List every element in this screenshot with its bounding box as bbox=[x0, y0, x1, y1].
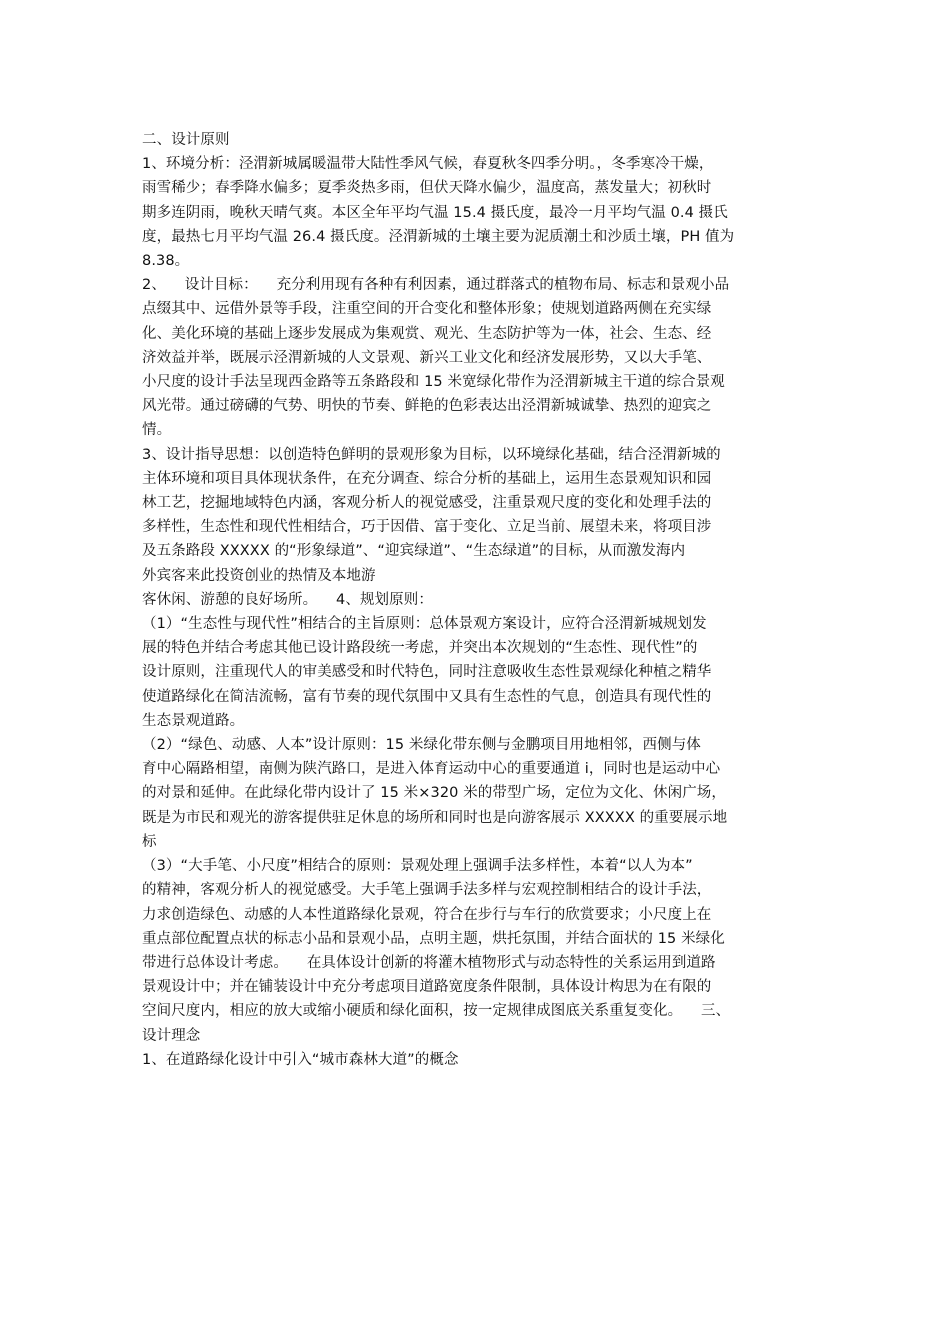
text-line: 多样性，生态性和现代性相结合，巧于因借、富于变化、立足当前、展望未来，将项目涉 bbox=[142, 519, 712, 536]
document-body bbox=[142, 128, 826, 1072]
text-line: 的对景和延伸。在此绿化带内设计了 15 米×320 米的带型广场，定位为文化、休闲广场， bbox=[142, 785, 726, 802]
paragraph bbox=[142, 128, 826, 1072]
text-line: 雨雪稀少；春季降水偏多；夏季炎热多雨，但伏天降水偏少，温度高，蒸发量大；初秋时 bbox=[142, 180, 712, 197]
text-line: 景观设计中；并在铺装设计中充分考虑项目道路宽度条件限制，具体设计构思为在有限的 bbox=[142, 979, 712, 996]
text-line: 的精神，客观分析人的视觉感受。大手笔上强调手法多样与宏观控制相结合的设计手法， bbox=[142, 882, 712, 899]
text-line: 设计原则，注重现代人的审美感受和时代特色，同时注意吸收生态性景观绿化种植之精华 bbox=[142, 664, 712, 681]
text-line: 2、 设计目标： 充分利用现有各种有利因素，通过群落式的植物布局、标志和景观小品 bbox=[142, 277, 730, 294]
text-line: 育中心隔路相望，南侧为陕汽路口，是进入体育运动中心的重要通道 i，同时也是运动中心 bbox=[142, 761, 721, 778]
text-line: 风光带。通过磅礴的气势、明快的节奏、鲜艳的色彩表达出泾渭新城诚挚、热烈的迎宾之 bbox=[142, 398, 712, 415]
text-line: 小尺度的设计手法呈现西金路等五条路段和 15 米宽绿化带作为泾渭新城主干道的综合景观 bbox=[142, 374, 725, 391]
text-line: 生态景观道路。 bbox=[142, 712, 245, 729]
text-line: 林工艺，挖掘地域特色内涵，客观分析人的视觉感受，注重景观尺度的变化和处理手法的 bbox=[142, 495, 712, 512]
text-line: （1）“生态性与现代性”相结合的主旨原则：总体景观方案设计，应符合泾渭新城规划发 bbox=[142, 616, 707, 633]
text-line: 空间尺度内，相应的放大或缩小硬质和绿化面积，按一定规律成图底关系重复变化。 三、 bbox=[142, 1003, 731, 1020]
text-line: 点缀其中、远借外景等手段，注重空间的开合变化和整体形象；使规划道路两侧在充实绿 bbox=[142, 301, 712, 318]
text-line: 期多连阴雨，晚秋天晴气爽。本区全年平均气温 15.4 摄氏度，最冷一月平均气温 0.4 摄氏 bbox=[142, 204, 728, 221]
text-line: 标 bbox=[142, 833, 157, 850]
text-line: 8.38。 bbox=[142, 253, 190, 270]
text-line: 客休闲、游憩的良好场所。 4、规划原则： bbox=[142, 591, 433, 608]
text-line: 既是为市民和观光的游客提供驻足休息的场所和同时也是向游客展示 XXXXX 的重要展示地 bbox=[142, 809, 728, 826]
text-line: 度，最热七月平均气温 26.4 摄氏度。泾渭新城的土壤主要为泥质潮土和沙质土壤，PH 值为 bbox=[142, 228, 735, 245]
section-heading: 二、设计原则 bbox=[142, 132, 230, 148]
text-line: 带进行总体设计考虑。 在具体设计创新的将灌木植物形式与动态特性的关系运用到道路 bbox=[142, 954, 716, 971]
text-line: 展的特色并结合考虑其他已设计路段统一考虑，并突出本次规划的“生态性、现代性”的 bbox=[142, 640, 698, 657]
text-line: 主体环境和项目具体现状条件，在充分调查、综合分析的基础上，运用生态景观知识和园 bbox=[142, 470, 712, 487]
text-line: 化、美化环境的基础上逐步发展成为集观赏、观光、生态防护等为一体，社会、生态、经 bbox=[142, 325, 712, 342]
text-line: 力求创造绿色、动感的人本性道路绿化景观，符合在步行与车行的欣赏要求；小尺度上在 bbox=[142, 906, 712, 923]
text-line: 1、在道路绿化设计中引入“城市森林大道”的概念 bbox=[142, 1051, 459, 1068]
text-line: （2）“绿色、动感、人本”设计原则：15 米绿化带东侧与金鹏项目用地相邻，西侧与体 bbox=[142, 737, 701, 754]
text-line: 济效益并举，既展示泾渭新城的人文景观、新兴工业文化和经济发展形势，又以大手笔、 bbox=[142, 349, 712, 366]
text-line: 设计理念 bbox=[142, 1027, 201, 1044]
text-line: 使道路绿化在简洁流畅，富有节奏的现代氛围中又具有生态性的气息，创造具有现代性的 bbox=[142, 688, 712, 705]
text-line: 及五条路段 XXXXX 的“形象绿道”、“迎宾绿道”、“生态绿道”的目标，从而激发海内 bbox=[142, 543, 686, 560]
text-line: 情。 bbox=[142, 422, 172, 439]
text-line: 3、设计指导思想：以创造特色鲜明的景观形象为目标，以环境绿化基础，结合泾渭新城的 bbox=[142, 446, 721, 463]
text-line: （3）“大手笔、小尺度”相结合的原则：景观处理上强调手法多样性，本着“以人为本” bbox=[142, 858, 693, 875]
text-line: 外宾客来此投资创业的热情及本地游 bbox=[142, 567, 376, 584]
text-line: 重点部位配置点状的标志小品和景观小品，点明主题，烘托氛围，并结合面状的 15 米绿化 bbox=[142, 930, 725, 947]
text-line: 1、环境分析：泾渭新城属暖温带大陆性季风气候，春夏秋冬四季分明。，冬季寒冷干燥， bbox=[142, 156, 714, 173]
